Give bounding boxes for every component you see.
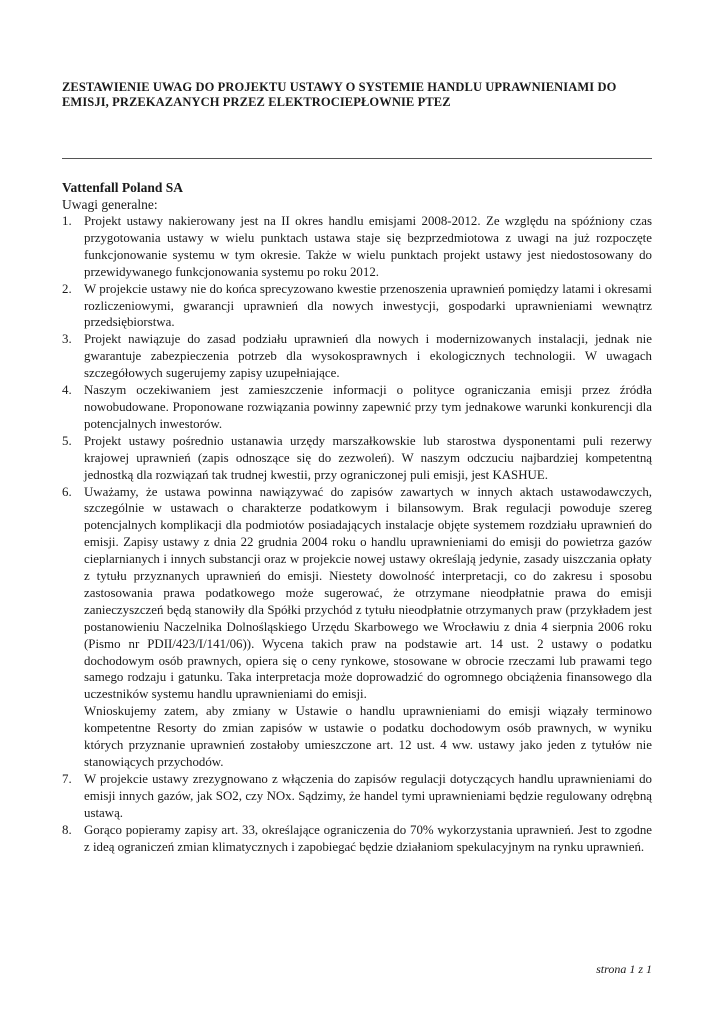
item-number: 4. <box>62 383 72 398</box>
list-item <box>62 213 652 281</box>
item-number: 2. <box>62 281 72 296</box>
item-text: Projekt ustawy nakierowany jest na II okres handlu emisjami 2008-2012. Ze względu na spóźniony czas przygotowania ustawy w wielu punktach ustawa staje się bezprzedmiotowa z uwagi na już rozpoczęte funkcjonowanie systemu w tym okresie. Także w wielu punktach projekt ustawy jest niedostosowany do przewidywanego funkcjonowania systemu po roku 2012. <box>84 214 652 279</box>
item-number: 5. <box>62 433 72 448</box>
list-item <box>62 484 652 771</box>
item-text: Naszym oczekiwaniem jest zamieszczenie informacji o polityce ograniczania emisji przez źródła nowobudowane. Proponowane rozwiązania powinny zapewnić przy tym jednakowe warunki konkurencji dla potencjalnych inwestorów. <box>84 383 652 431</box>
page-number: strona 1 z 1 <box>596 962 652 976</box>
organization-name: Vattenfall Poland SA <box>62 180 184 195</box>
item-number: 8. <box>62 822 72 837</box>
list-item <box>62 331 652 382</box>
document-title: ZESTAWIENIE UWAG DO PROJEKTU USTAWY O SYSTEMIE HANDLU UPRAWNIENIAMI DO EMISJI, PRZEKAZANYCH PRZEZ ELEKTROCIEPŁOWNIE PTEZ <box>62 80 617 109</box>
item-number: 6. <box>62 484 72 499</box>
item-text: W projekcie ustawy zrezygnowano z włączenia do zapisów regulacji dotyczących handlu uprawnieniami do emisji innych gazów, jak SO2, czy NOx. Sądzimy, że handel tymi uprawnieniami będzie regulowany odrębną ustawą. <box>84 771 652 820</box>
list-item <box>62 433 652 484</box>
item-number: 3. <box>62 332 72 347</box>
remarks-list <box>62 213 652 855</box>
general-remarks-label: Uwagi generalne: <box>62 197 158 212</box>
item-number: 1. <box>62 214 72 228</box>
item-number: 7. <box>62 771 72 786</box>
item-text: Projekt nawiązuje do zasad podziału uprawnień dla nowych i modernizowanych instalacji, jednak nie gwarantuje zabezpieczenia potrzeb dla wysokosprawnych i ekologicznych technologii. W uwagach szczegółowych sugerujemy zapisy uzupełniające. <box>84 332 652 381</box>
list-item <box>62 822 652 856</box>
item-text: Gorąco popieramy zapisy art. 33, określające ograniczenia do 70% wykorzystania uprawnień. Jest to zgodne z ideą ograniczeń zmian klimatycznych i zapobiegać będzie działaniom spekulacyjnym na rynku uprawnień. <box>84 822 652 854</box>
list-item <box>62 281 652 332</box>
item-text-continuation: Wnioskujemy zatem, aby zmiany w Ustawie o handlu uprawnieniami do emisji wiązały terminowo kompetentne Resorty do zmian zapisów w ustawie o podatku dochodowym osób prawnych, w wyniku których przyznanie uprawnień zostałoby umieszczone art. 12 ust. 4 ww. ustawy jako jeden z tytułów nie stanowiących przychodów. <box>84 704 652 769</box>
list-item <box>62 771 652 822</box>
divider <box>62 158 652 159</box>
item-text: W projekcie ustawy nie do końca sprecyzowano kwestie przenoszenia uprawnień pomiędzy latami i okresami rozliczeniowymi, gwarancji uprawnień dla nowych inwestycji, gospodarki uprawnieniami wewnątrz przedsiębiorstwa. <box>84 281 652 330</box>
item-text: Uważamy, że ustawa powinna nawiązywać do zapisów zawartych w innych aktach ustawodawczych, szczególnie w ustawach o charakterze podatkowym i bilansowym. Brak regulacji powoduje szereg potencjalnych komplikacji dla podmiotów posiadających instalacje objęte systemem rozdziału uprawnień do emisji. Zapisy ustawy z dnia 22 grudnia 2004 roku o handlu uprawnieniami do emisji do powietrza gazów cieplarnianych i innych substancji oraz w projekcie nowej ustawy określają jedynie, zasady uiszczania opłaty z tytułu przyznanych uprawnień do emisji. Niestety dowolność interpretacji, co do zakresu i sposobu zastosowania prawa podatkowego może sugerować, że otrzymane nieodpłatnie prawa do emisji zanieczyszczeń będą stanowiły dla Spółki przychód z tytułu nieodpłatnie otrzymanych praw (przykładem jest postanowieniu Naczelnika Dolnośląskiego Urzędu Skarbowego we Wrocławiu z dnia 4 sierpnia 2006 roku (Pismo nr PDII/423/I/141/06)). Wycena takich praw na podstawie art. 14 ust. 2 ustawy o podatku dochodowym osób prawnych, opiera się o ceny rynkowe, stosowane w obrocie rzeczami lub prawami tego samego rodzaju i gatunku. Taka interpretacja może doprowadzić do ogromnego obciążenia finansowego dla uczestników systemu handlu uprawnieniami do emisji. <box>84 484 652 702</box>
item-text: Projekt ustawy pośrednio ustanawia urzędy marszałkowskie lub starostwa dysponentami puli rezerwy krajowej uprawnień (zapis odnoszące się do zezwoleń). W naszym odczuciu najbardziej kompetentną jednostką dla rozwiązań tak trudnej kwestii, przy ograniczonej puli emisji, jest KASHUE. <box>84 433 652 482</box>
list-item <box>62 382 652 433</box>
